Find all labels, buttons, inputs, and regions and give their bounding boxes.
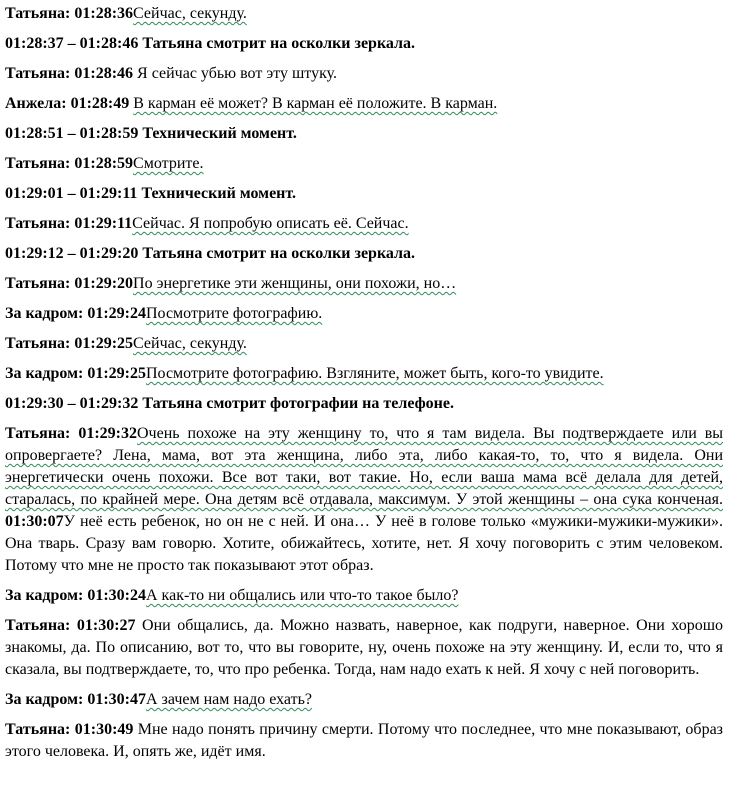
line-text: Посмотрите фотографию. — [146, 305, 323, 322]
transcript-line — [5, 303, 723, 325]
transcript-line — [5, 423, 723, 577]
timestamp: 01:30:49 — [74, 721, 134, 738]
timestamp: 01:29:20 — [74, 275, 134, 292]
line-text: Они общались, да. Можно назвать, наверное, как подруги, наверное. Они хорошо знакомы, да. По описанию, вот то, что вы говорите, ну, очень похоже на эту женщину. И, если то, что я сказала, вы подтверждаете, то, что про ребенка. Тогда, нам надо ехать к ней. Я хочу с ней поговорить. — [5, 617, 724, 678]
transcript-action — [5, 393, 723, 415]
speaker: Татьяна: — [5, 215, 71, 232]
transcript-line — [5, 333, 723, 355]
transcript-line — [5, 3, 723, 25]
speaker: За кадром: — [5, 587, 84, 604]
speaker: Татьяна: — [5, 65, 71, 82]
timestamp: 01:29:11 — [74, 215, 133, 232]
line-text: А зачем нам надо ехать? — [146, 691, 312, 708]
line-text: У неё есть ребенок, но он не с ней. И она… — [63, 513, 371, 530]
time-range: 01:29:30 – 01:29:32 — [5, 395, 139, 412]
speaker: Татьяна: — [5, 275, 71, 292]
line-text: Смотрите. — [133, 155, 204, 172]
speaker: За кадром: — [5, 691, 84, 708]
speaker: Татьяна: — [5, 721, 71, 738]
time-range: 01:28:37 – 01:28:46 — [5, 35, 139, 52]
timestamp: 01:28:46 — [74, 65, 134, 82]
transcript-action — [5, 123, 723, 145]
speaker: Татьяна: — [5, 335, 71, 352]
timestamp: 01:29:24 — [87, 305, 146, 322]
transcript-action — [5, 243, 723, 265]
transcript-line — [5, 615, 723, 681]
speaker: За кадром: — [5, 365, 84, 382]
timestamp: 01:30:07 — [5, 513, 64, 530]
line-text: Мне надо понять причину смерти. Потому что последнее, что мне показывают, образ этого человека. И, опять же, идёт имя. — [5, 721, 723, 760]
timestamp: 01:29:25 — [74, 335, 134, 352]
action-text: Татьяна смотрит на осколки зеркала. — [142, 35, 416, 52]
speaker: Татьяна: — [5, 617, 71, 634]
action-text: Татьяна смотрит фотографии на телефоне. — [142, 395, 454, 412]
action-text: Технический момент. — [142, 125, 297, 142]
transcript-line — [5, 719, 723, 763]
timestamp: 01:28:36 — [74, 5, 134, 22]
transcript-line — [5, 363, 723, 385]
transcript-document — [5, 3, 723, 771]
transcript-line — [5, 63, 723, 85]
line-text: По энергетике эти женщины, они похожи, но… — [133, 275, 457, 292]
timestamp: 01:28:59 — [74, 155, 134, 172]
transcript-line — [5, 689, 723, 711]
speaker: Татьяна: — [5, 155, 71, 172]
transcript-action — [5, 183, 723, 205]
timestamp: 01:29:32 — [78, 425, 137, 442]
line-text: Посмотрите фотографию. Взгляните, может быть, кого-то увидите. — [146, 365, 604, 382]
line-text: Я сейчас убью вот эту штуку. — [137, 65, 338, 82]
time-range: 01:29:01 – 01:29:11 — [5, 185, 138, 202]
line-text: Очень похоже на эту женщину то, что я там видела. Вы подтверждаете или вы опровергаете? Лена, мама, вот эта женщина, либо эта, либо какая-то, то, что я видела. Они энергетически очень похожи. Все вот таки, вот такие. Но, если ваша мама всё делала для детей, старалась, по крайней мере. Она детям всё отдавала, максимум. У этой женщины – она сука конченая. — [5, 425, 723, 508]
speaker: Татьяна: — [5, 5, 71, 22]
speaker: За кадром: — [5, 305, 84, 322]
timestamp: 01:30:24 — [87, 587, 146, 604]
timestamp: 01:29:25 — [87, 365, 146, 382]
time-range: 01:29:12 – 01:29:20 — [5, 245, 139, 262]
timestamp: 01:28:49 — [70, 95, 130, 112]
time-range: 01:28:51 – 01:28:59 — [5, 125, 139, 142]
line-text: Сейчас, секунду. — [133, 335, 247, 352]
action-text: Технический момент. — [141, 185, 297, 202]
transcript-line — [5, 93, 723, 115]
timestamp: 01:30:27 — [76, 617, 136, 634]
timestamp: 01:30:47 — [87, 691, 146, 708]
line-text: Сейчас. Я попробую описать её. Сейчас. — [132, 215, 409, 232]
transcript-line — [5, 213, 723, 235]
line-text: В карман её может? В карман её положите. В карман. — [133, 95, 498, 112]
transcript-line — [5, 585, 723, 607]
line-text: А как-то ни общались или что-то такое было? — [146, 587, 459, 604]
transcript-line — [5, 273, 723, 295]
speaker: Татьяна: — [5, 425, 71, 442]
speaker: Анжела: — [5, 95, 67, 112]
line-text: У неё в голове только «мужики-мужики-мужики». Она тварь. Сразу вам говорю. Хотите, обижайтесь, хотите, нет. Я хочу поговорить с этим человеком. Потому что мне не просто так показывают этот образ. — [5, 513, 724, 574]
transcript-action — [5, 33, 723, 55]
transcript-line — [5, 153, 723, 175]
action-text: Татьяна смотрит на осколки зеркала. — [142, 245, 416, 262]
line-text: Сейчас, секунду. — [133, 5, 247, 22]
